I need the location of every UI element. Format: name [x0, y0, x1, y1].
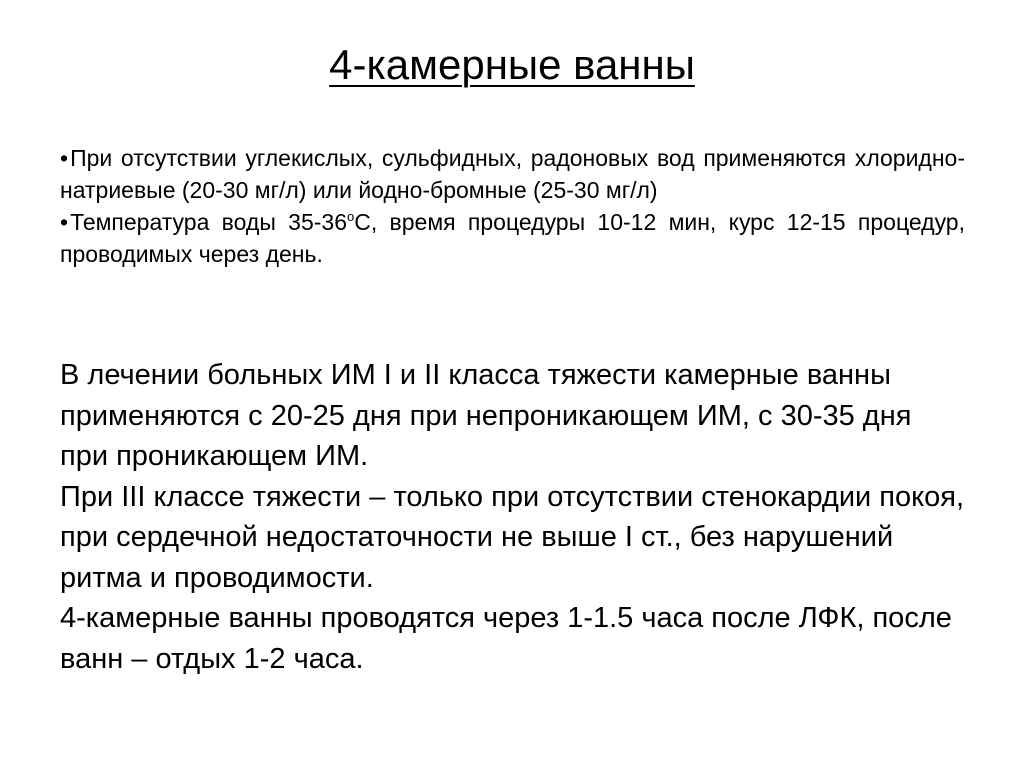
bullet-text-part: Температура воды 35-36: [70, 209, 347, 235]
slide-title: [0, 38, 1024, 92]
body-paragraph: При III классе тяжести – только при отсутствии стенокардии покоя, при сердечной недостаточности не выше I ст., без нарушений ритма и проводимости.: [60, 480, 965, 594]
bullet-text-part: С, время процедуры 10-12 мин, курс 12-15 процедур, проводимых через день.: [60, 209, 965, 267]
bullet-item: [60, 142, 965, 206]
bullet-text: При отсутствии углекислых, сульфидных, радоновых вод применяются хлоридно-натриевые (20-30 мг/л) или йодно-бромные (25-30 мг/л): [60, 145, 965, 203]
bullet-item: [60, 206, 965, 270]
body-text: [60, 355, 965, 679]
bullet-list: [60, 142, 965, 270]
body-paragraph: В лечении больных ИМ I и II класса тяжести камерные ванны применяются с 20-25 дня при непроникающем ИМ, с 30-35 дня при проникающем ИМ.: [60, 359, 912, 472]
slide-title-text: 4-камерные ванны: [329, 41, 695, 88]
bullet-marker: •: [60, 145, 69, 171]
degree-superscript: о: [347, 209, 355, 224]
bullet-marker: •: [60, 209, 69, 235]
body-paragraph: 4-камерные ванны проводятся через 1-1.5 часа после ЛФК, после ванн – отдых 1-2 часа.: [60, 602, 952, 675]
